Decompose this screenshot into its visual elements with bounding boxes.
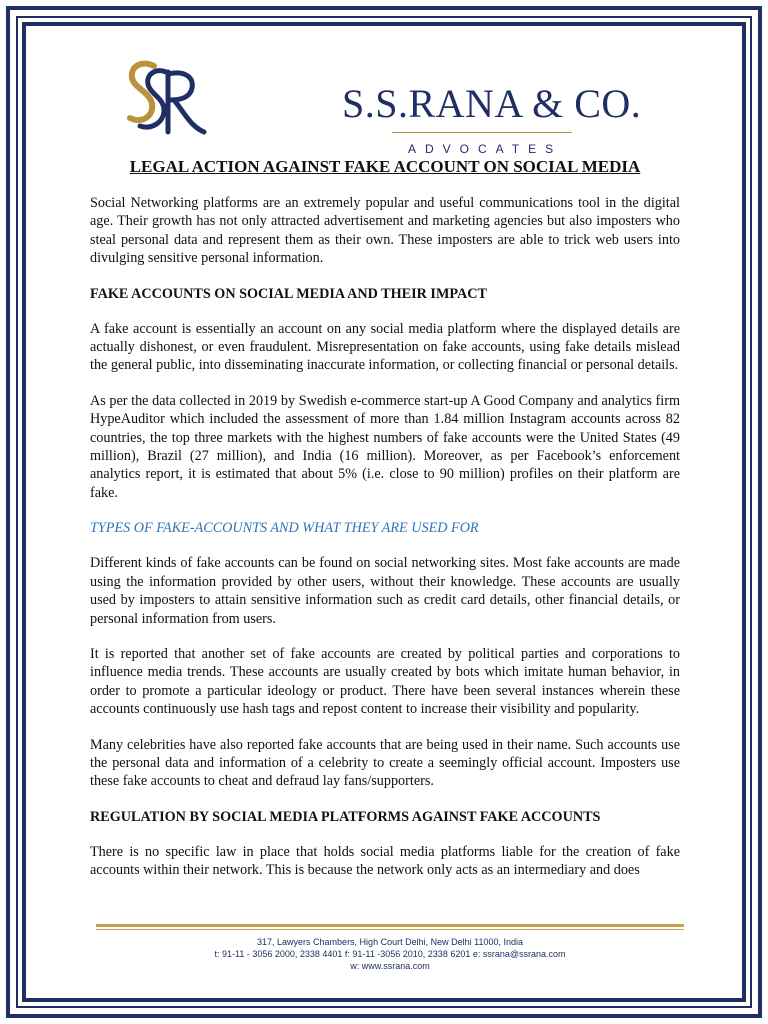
paragraph: A fake account is essentially an account on any social media platform where the displayed details are actually dishonest, or even fraudulent. Misrepresentation on fake accounts, using fake details mislead the general public, into disseminating inaccurate information, or collecting financial or personal details. <box>90 320 680 374</box>
firm-subtitle: ADVOCATES <box>408 142 563 156</box>
paragraph: Different kinds of fake accounts can be found on social networking sites. Most fake accounts are made using the information provided by other users, without their knowledge. These accounts are usually used by imposters to attain sensitive information such as credit card details, other financial details, or personal information from users. <box>90 555 680 627</box>
letterhead <box>30 30 738 156</box>
footer-phone-email: t: 91-11 - 3056 2000, 2338 4401 f: 91-11 -3056 2010, 2338 6201 e: ssrana@ssrana.com <box>214 949 566 959</box>
footer-address: 317, Lawyers Chambers, High Court Delhi, New Delhi 11000, India <box>257 937 523 947</box>
paragraph: There is no specific law in place that holds social media platforms liable for the creation of fake accounts within their network. This is because the network only acts as an intermediary and does <box>90 843 680 879</box>
footer-divider-thick <box>96 924 684 927</box>
section-heading-types-of-fake-accounts: TYPES OF FAKE-ACCOUNTS AND WHAT THEY ARE USED FOR <box>90 520 479 537</box>
paragraph: Many celebrities have also reported fake accounts that are being used in their name. Such accounts use the personal data and information of a celebrity to create a seemingly official account. Imposters use these fake accounts to cheat and defraud lay fans/supporters. <box>90 736 680 790</box>
intro-paragraph: Social Networking platforms are an extremely popular and useful communications tool in the digital age. Their growth has not only attracted advertisement and marketing agencies but also imposters who steal personal data and represent them as their own. These imposters are able to trick web users into divulging sensitive personal information. <box>90 195 680 267</box>
paragraph: As per the data collected in 2019 by Swedish e-commerce start-up A Good Company and analytics firm HypeAuditor which included the assessment of more than 1.84 million Instagram accounts across 82 countries, the top three markets with the highest numbers of fake accounts were the United States (49 million), Brazil (27 million), and India (16 million). Moreover, as per Facebook’s enforcement analytics report, it is estimated that about 5% (i.e. close to 90 million) profiles on their platform are fake. <box>90 392 680 501</box>
section-heading-regulation: REGULATION BY SOCIAL MEDIA PLATFORMS AGAINST FAKE ACCOUNTS <box>90 808 601 825</box>
firm-name-divider <box>392 132 572 133</box>
paragraph: It is reported that another set of fake accounts are created by political parties and corporations to influence media trends. These accounts are usually created by bots which imitate human behavior, in order to promote a particular ideology or product. There have been several instances wherein these accounts continuously use hash tags and repost content to increase their visibility and popularity. <box>90 645 680 718</box>
firm-name: S.S.RANA & CO. <box>342 81 642 126</box>
ssr-monogram-logo <box>120 52 210 144</box>
document-title: LEGAL ACTION AGAINST FAKE ACCOUNT ON SOCIAL MEDIA <box>129 157 641 176</box>
footer-website: w: www.ssrana.com <box>350 961 430 971</box>
footer-divider-thin <box>96 929 684 930</box>
footer-contact <box>96 936 684 972</box>
document-body <box>90 156 680 897</box>
section-heading-fake-accounts-impact: FAKE ACCOUNTS ON SOCIAL MEDIA AND THEIR IMPACT <box>90 285 487 302</box>
